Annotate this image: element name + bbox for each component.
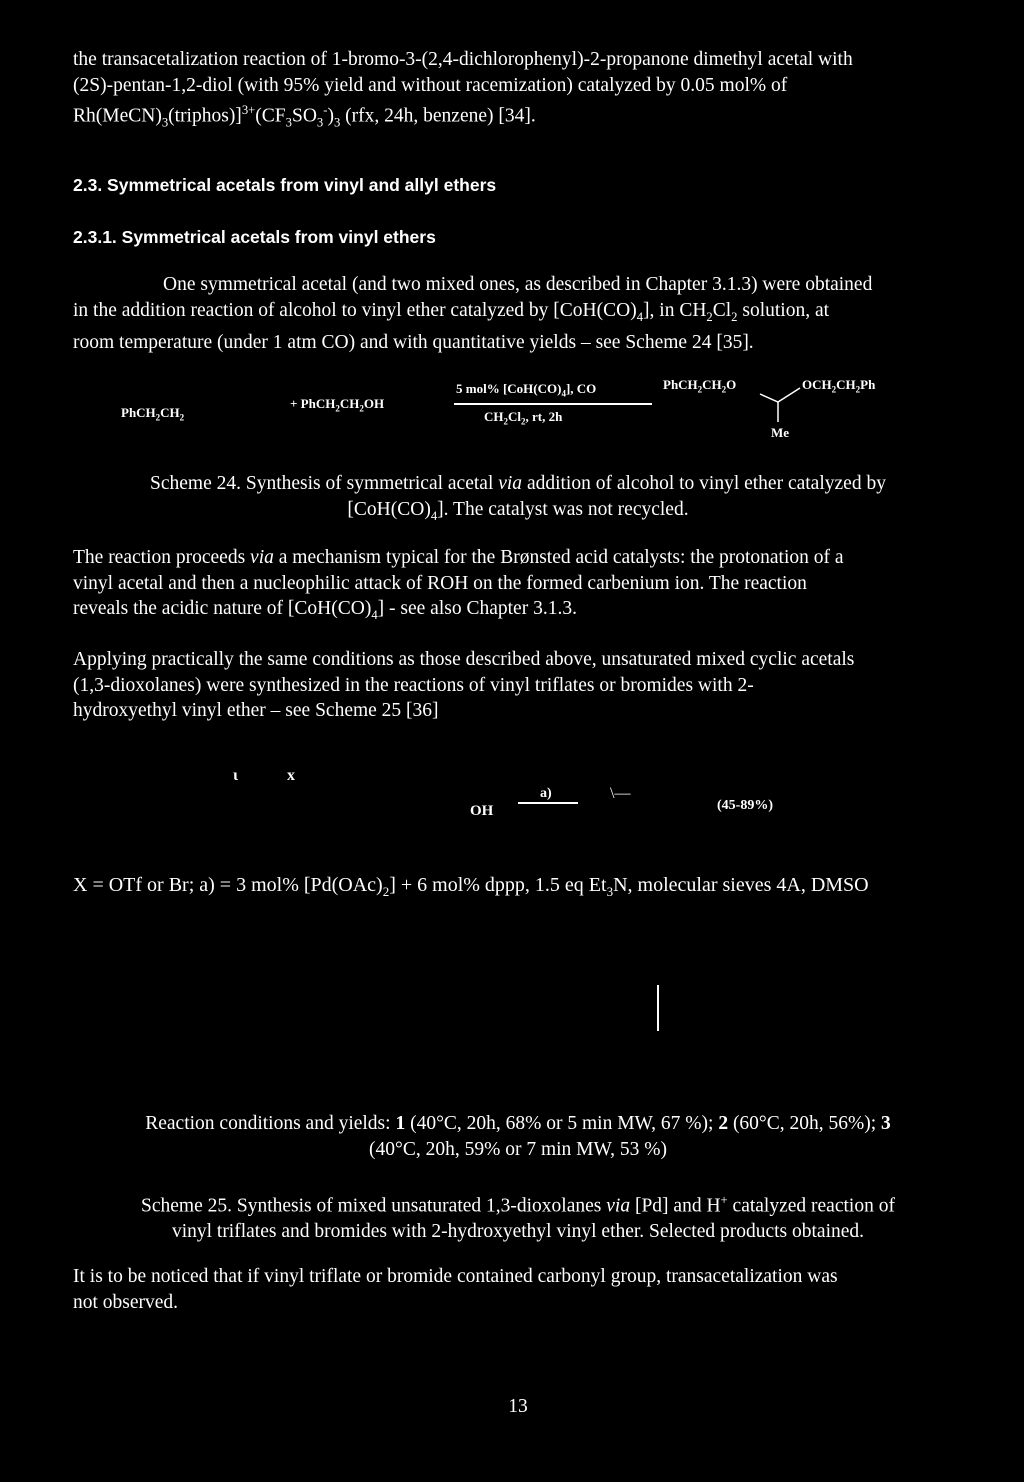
text-line: hydroxyethyl vinyl ether – see Scheme 25 [36] — [73, 700, 439, 721]
caption-line: vinyl triflates and bromides with 2-hydroxyethyl vinyl ether. Selected products obtained. — [171, 1221, 865, 1242]
text-line: vinyl acetal and then a nucleophilic attack of ROH on the formed carbenium ion. The reaction — [73, 572, 807, 594]
product-right-group: $OCH_2CH_2Ph$ — [802, 377, 876, 395]
text-line: reveals the acidic nature of $[CoH(CO)_4]$ - see also Chapter 3.1.3. — [73, 598, 577, 622]
subsection-heading: 2.3.1. Symmetrical acetals from vinyl ethers — [73, 227, 436, 247]
caption-line: $[CoH(CO)_4]$. The catalyst was not recycled. — [347, 498, 689, 523]
reaction-arrow — [454, 403, 652, 405]
text-line: It is to be noticed that if vinyl triflate or bromide contained carbonyl group, transacetalization was — [73, 1266, 838, 1287]
product-bond-lines — [756, 384, 806, 424]
text-line: room temperature (under 1 atm CO) and with quantitative yields – see Scheme 24 [35]. — [73, 331, 754, 353]
product-left-group: $PhCH_2CH_2O$ — [663, 377, 737, 395]
reactant-alcohol: + $PhCH_2CH_2OH$ — [290, 396, 385, 414]
text-line: Reaction conditions and yields: 1 (40°C, 20h, 68% or 5 min MW, 67 %); 2 (60°C, 20h, 56%); 3 — [145, 1113, 891, 1134]
paragraph-3 — [73, 545, 963, 628]
text-line: not observed. — [73, 1291, 179, 1313]
scheme-25-conditions: X = OTf or Br; a) = 3 mol% $[Pd(OAc)_2] + 6$ mol% dppp, 1.5 eq $Et_3N$, molecular sieves 4A, DMSO — [73, 874, 869, 899]
reaction-conditions-bottom: $CH_2Cl_2$, rt, 2h — [484, 409, 563, 427]
scheme-fragment: a) — [540, 786, 552, 801]
text-line: (40°C, 20h, 59% or 7 min MW, 53 %) — [369, 1138, 667, 1160]
text-line: $Rh(MeCN)_3(triphos)]^{3+}(CF_3SO_3^-)_3$ (rfx, 24h, benzene) [34]. — [73, 103, 536, 130]
scheme-yield: (45-89%) — [717, 798, 773, 813]
scheme-25-caption — [73, 1188, 963, 1245]
page-number: 13 — [508, 1396, 528, 1417]
paragraph-5 — [73, 1264, 963, 1315]
text-line: The reaction proceeds via a mechanism typical for the Brønsted acid catalysts: the protonation of a — [73, 547, 844, 568]
text-line: (1,3-dioxolanes) were synthesized in the reactions of vinyl triflates or bromides with 2- — [73, 674, 754, 696]
scheme-fragment-bar — [657, 985, 659, 1031]
paragraph-1 — [73, 47, 963, 136]
scheme-fragment: x — [287, 767, 295, 784]
text-line: (2S)-pentan-1,2-diol (with 95% yield and without racemization) catalyzed by 0.05 mol% of — [73, 74, 788, 96]
section-heading: 2.3. Symmetrical acetals from vinyl and allyl ethers — [73, 175, 497, 195]
reaction-arrow — [518, 802, 578, 804]
scheme-fragment: OH — [470, 803, 494, 819]
paragraph-2 — [73, 272, 963, 355]
caption-line: Scheme 25. Synthesis of mixed unsaturated 1,3-dioxolanes via [Pd] and H+ catalyzed reaction of — [141, 1193, 895, 1217]
reaction-conditions-yields — [73, 1111, 963, 1162]
text-line: in the addition reaction of alcohol to vinyl ether catalyzed by $[CoH(CO)_4]$, in $CH_2Cl_2$ solution, at — [73, 299, 830, 324]
scheme-fragment: \— — [610, 785, 631, 802]
reactant-vinyl-ether: $PhCH_2CH_2$ — [121, 405, 185, 423]
reaction-conditions-top: 5 mol% $[CoH(CO)_4]$, CO — [456, 381, 597, 399]
text-line: Applying practically the same conditions as those described above, unsaturated mixed cyclic acetals — [73, 649, 855, 670]
scheme-fragment: ι — [233, 767, 238, 784]
scheme-24-caption — [73, 471, 963, 529]
caption-line: Scheme 24. Synthesis of symmetrical acetal via addition of alcohol to vinyl ether catalyzed by — [150, 473, 886, 494]
paragraph-4 — [73, 647, 963, 724]
text-line: the transacetalization reaction of 1-bromo-3-(2,4-dichlorophenyl)-2-propanone dimethyl acetal with — [73, 49, 853, 70]
product-methyl: Me — [771, 425, 790, 440]
text-line: One symmetrical acetal (and two mixed ones, as described in Chapter 3.1.3) were obtained — [163, 274, 873, 295]
